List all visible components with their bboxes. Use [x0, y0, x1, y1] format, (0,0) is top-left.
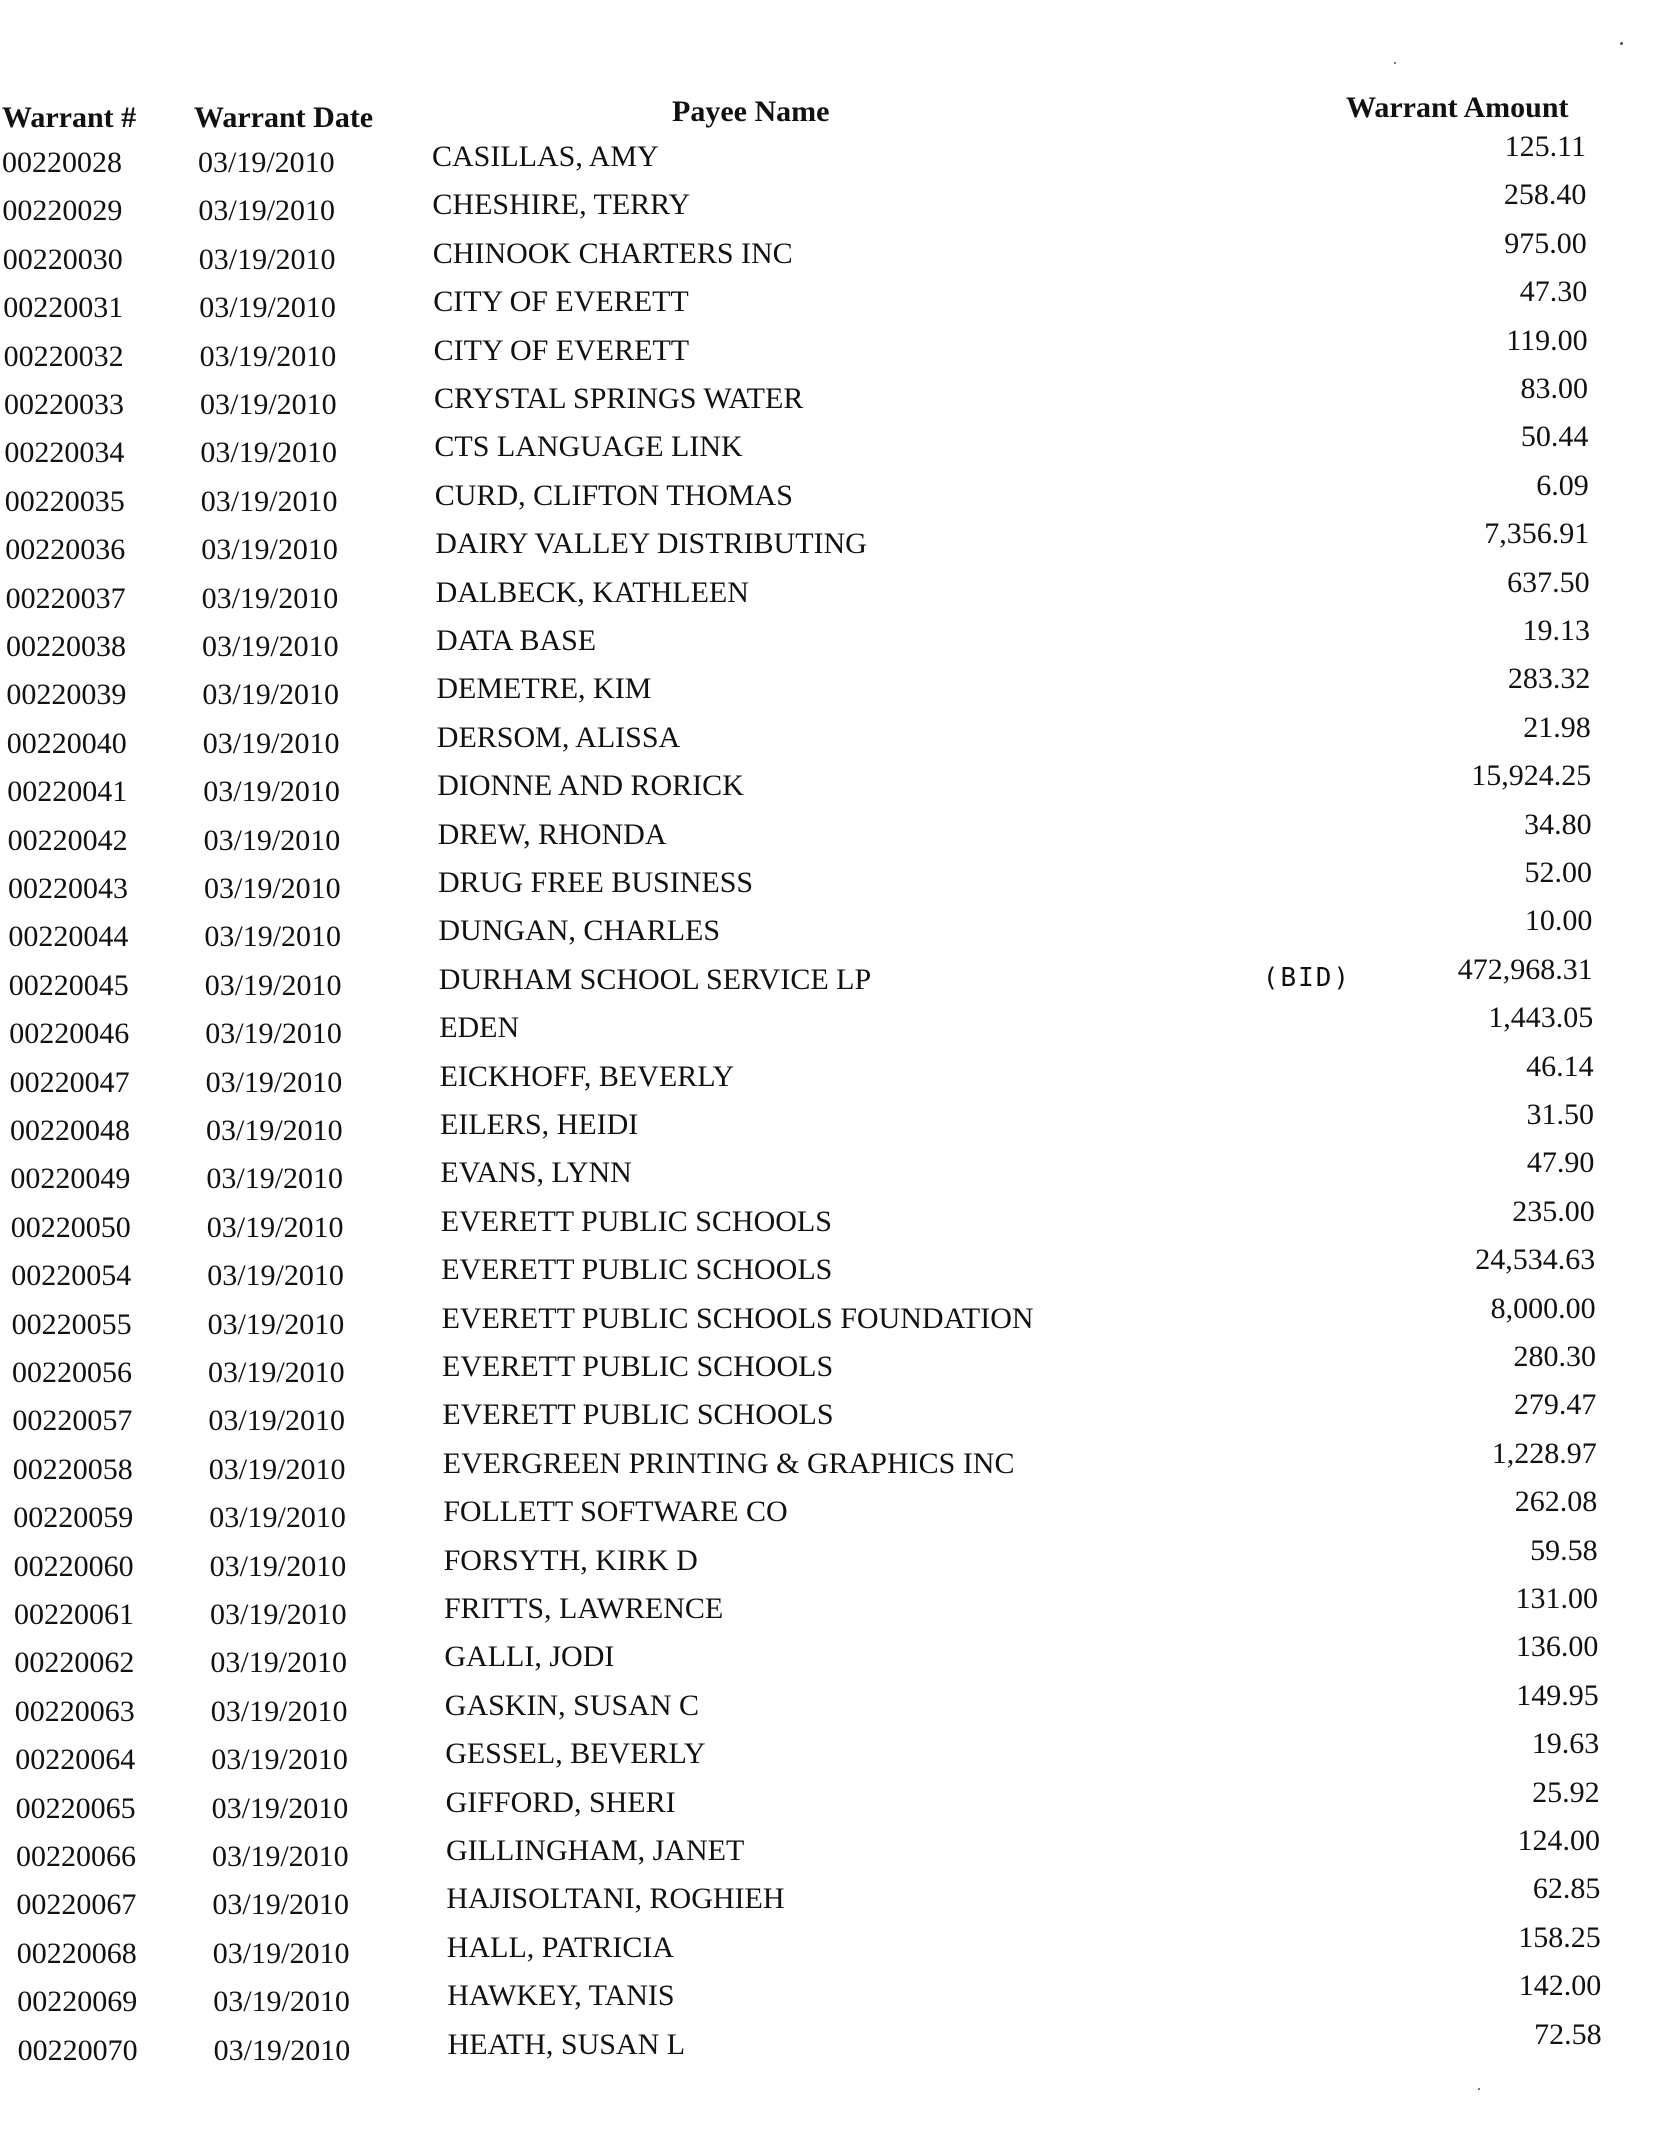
- warrant-date-header: Warrant Date: [194, 101, 374, 134]
- warrant-number: 00220038: [6, 630, 126, 663]
- scan-speck: [1620, 42, 1623, 45]
- table-row: [0, 226, 1664, 279]
- payee-name: FRITTS, LAWRENCE: [444, 1592, 724, 1625]
- table-row: [0, 1920, 1664, 1973]
- warrant-number: 00220036: [5, 533, 126, 567]
- warrant-number: 00220064: [15, 1743, 136, 1777]
- payee-name: HEATH, SUSAN L: [447, 2027, 686, 2061]
- payee-name: DEMETRE, KIM: [436, 672, 652, 706]
- table-row: [0, 1727, 1664, 1779]
- warrant-amount: 10.00: [1524, 904, 1593, 938]
- payee-name: GALLI, JODI: [444, 1640, 615, 1674]
- table-row: [0, 952, 1664, 1005]
- warrant-number: 00220067: [16, 1888, 137, 1922]
- payee-name: CTS LANGUAGE LINK: [434, 430, 743, 464]
- warrant-amount: 262.08: [1514, 1485, 1598, 1519]
- warrant-number: 00220060: [13, 1549, 134, 1583]
- warrant-date: 03/19/2010: [210, 1598, 347, 1631]
- payee-name: GESSEL, BEVERLY: [445, 1737, 706, 1771]
- payee-name: EILERS, HEIDI: [440, 1108, 639, 1141]
- warrant-number: 00220040: [6, 726, 127, 760]
- warrant-date: 03/19/2010: [198, 146, 335, 179]
- table-row: [0, 565, 1664, 618]
- warrant-date: 03/19/2010: [212, 1936, 350, 1970]
- payee-name: DIONNE AND RORICK: [437, 769, 744, 803]
- warrant-number: 00220045: [8, 968, 129, 1002]
- table-row: [0, 1194, 1664, 1247]
- warrant-number: 00220028: [2, 146, 122, 179]
- warrant-date: 03/19/2010: [198, 194, 336, 228]
- warrant-number: 00220058: [12, 1452, 133, 1486]
- warrant-date: 03/19/2010: [202, 630, 339, 663]
- table-row: [0, 1146, 1664, 1198]
- bid-note: (BID): [1262, 962, 1352, 993]
- warrant-date: 03/19/2010: [208, 1452, 346, 1486]
- payee-name: GASKIN, SUSAN C: [444, 1688, 700, 1722]
- warrant-amount: 1,443.05: [1488, 1001, 1594, 1035]
- table-row: [0, 468, 1664, 521]
- table-row: [0, 1582, 1664, 1634]
- table-row: [0, 1824, 1664, 1876]
- warrant-date: 03/19/2010: [211, 1743, 348, 1777]
- warrant-number: 00220029: [2, 194, 123, 228]
- warrant-date: 03/19/2010: [202, 726, 340, 760]
- warrant-amount-header: Warrant Amount: [1346, 91, 1569, 124]
- payee-name: HAJISOLTANI, ROGHIEH: [446, 1882, 785, 1916]
- warrant-amount: 72.58: [1534, 2017, 1602, 2051]
- warrant-amount: 1,228.97: [1491, 1436, 1597, 1470]
- warrant-date: 03/19/2010: [201, 533, 338, 567]
- warrant-date: 03/19/2010: [212, 1888, 350, 1922]
- warrant-amount: 21.98: [1523, 710, 1591, 744]
- table-row: [0, 1630, 1664, 1682]
- warrant-date: 03/19/2010: [208, 1404, 346, 1438]
- warrant-number: 00220056: [12, 1356, 132, 1389]
- warrant-number: 00220061: [14, 1598, 134, 1631]
- payee-name: EVERGREEN PRINTING & GRAPHICS INC: [442, 1446, 1015, 1480]
- warrant-amount: 124.00: [1517, 1824, 1600, 1857]
- warrant-date: 03/19/2010: [200, 388, 337, 421]
- warrant-date: 03/19/2010: [207, 1259, 344, 1293]
- warrant-amount: 142.00: [1518, 1969, 1602, 2003]
- table-row: [0, 1001, 1664, 1053]
- payee-name: DERSOM, ALISSA: [436, 720, 681, 754]
- scan-speck: [1478, 2088, 1480, 2090]
- table-row: [0, 2017, 1664, 2070]
- warrant-date: 03/19/2010: [210, 1646, 348, 1680]
- warrant-number: 00220037: [5, 581, 126, 615]
- warrant-number: 00220069: [17, 1985, 138, 2019]
- table-row: [0, 1436, 1664, 1489]
- payee-name: CITY OF EVERETT: [433, 285, 689, 319]
- warrant-number: 00220057: [12, 1404, 133, 1438]
- warrant-amount: 472,968.31: [1457, 952, 1593, 986]
- payee-name: DREW, RHONDA: [437, 817, 667, 851]
- warrant-number: 00220035: [4, 484, 125, 518]
- table-row: [0, 1388, 1664, 1440]
- payee-name: CITY OF EVERETT: [433, 333, 690, 367]
- warrant-date: 03/19/2010: [203, 823, 341, 857]
- table-row: [0, 856, 1664, 908]
- payee-name: DALBECK, KATHLEEN: [435, 575, 749, 609]
- table-row: [0, 275, 1664, 327]
- payee-name: EVERETT PUBLIC SCHOOLS: [441, 1253, 833, 1287]
- table-row: [0, 1533, 1664, 1586]
- warrant-date: 03/19/2010: [204, 920, 342, 954]
- warrant-number: 00220055: [11, 1307, 132, 1341]
- warrant-number: 00220068: [16, 1936, 137, 1970]
- warrant-amount: 637.50: [1507, 565, 1590, 599]
- warrant-amount: 19.13: [1522, 614, 1590, 647]
- warrant-amount: 125.11: [1504, 130, 1586, 163]
- table-row: [0, 759, 1664, 811]
- warrant-amount: 24,534.63: [1475, 1243, 1596, 1277]
- warrant-amount: 158.25: [1518, 1920, 1601, 1954]
- payee-name: HALL, PATRICIA: [446, 1930, 675, 1964]
- payee-name: DUNGAN, CHARLES: [438, 914, 721, 948]
- warrant-amount: 52.00: [1524, 856, 1592, 889]
- warrant-date: 03/19/2010: [201, 581, 339, 615]
- warrant-amount: 62.85: [1532, 1872, 1601, 1906]
- warrant-date: 03/19/2010: [211, 1791, 349, 1825]
- warrant-amount: 975.00: [1504, 226, 1587, 260]
- table-row: [0, 1243, 1664, 1295]
- warrant-number: 00220070: [17, 2033, 138, 2067]
- payee-name: GIFFORD, SHERI: [445, 1785, 676, 1819]
- warrant-amount: 47.30: [1519, 275, 1588, 309]
- payee-name: CRYSTAL SPRINGS WATER: [434, 382, 804, 415]
- warrant-amount: 15,924.25: [1471, 759, 1592, 793]
- warrant-number: 00220032: [3, 339, 124, 373]
- warrant-date: 03/19/2010: [209, 1501, 346, 1535]
- warrant-date: 03/19/2010: [208, 1356, 345, 1389]
- table-row: [0, 1969, 1664, 2021]
- warrant-number: 00220054: [11, 1259, 132, 1293]
- warrant-amount: 46.14: [1526, 1049, 1594, 1083]
- warrant-date: 03/19/2010: [205, 1065, 343, 1099]
- table-row: [0, 130, 1664, 182]
- warrant-amount: 59.58: [1530, 1533, 1598, 1567]
- payee-name: EVERETT PUBLIC SCHOOLS FOUNDATION: [441, 1301, 1034, 1335]
- table-row: [0, 1485, 1664, 1537]
- warrant-date: 03/19/2010: [200, 436, 338, 470]
- warrant-amount: 119.00: [1506, 323, 1588, 357]
- warrant-amount: 19.63: [1531, 1727, 1600, 1761]
- table-row: [0, 1098, 1664, 1150]
- warrant-amount: 283.32: [1507, 662, 1591, 696]
- payee-name: GILLINGHAM, JANET: [446, 1834, 745, 1867]
- payee-name: CURD, CLIFTON THOMAS: [434, 478, 793, 512]
- warrant-number: 00220031: [3, 291, 124, 325]
- warrant-amount: 83.00: [1520, 372, 1588, 405]
- warrant-number: 00220046: [9, 1017, 130, 1051]
- payee-name: EVANS, LYNN: [440, 1156, 632, 1190]
- warrant-number: 00220044: [8, 920, 129, 954]
- warrant-date: 03/19/2010: [213, 2033, 351, 2067]
- payee-name: FORSYTH, KIRK D: [443, 1543, 698, 1577]
- payee-name: EDEN: [439, 1011, 520, 1045]
- warrant-amount: 47.90: [1526, 1146, 1595, 1180]
- warrant-date: 03/19/2010: [210, 1694, 348, 1728]
- warrant-number: 00220039: [6, 678, 127, 712]
- payee-name: DURHAM SCHOOL SERVICE LP: [438, 962, 872, 996]
- table-row: [0, 1678, 1664, 1731]
- warrant-date: 03/19/2010: [205, 1017, 342, 1051]
- payee-name: EVERETT PUBLIC SCHOOLS: [440, 1204, 832, 1238]
- warrant-date: 03/19/2010: [203, 775, 340, 809]
- warrant-number: 00220066: [16, 1840, 136, 1873]
- warrant-amount: 149.95: [1516, 1678, 1599, 1712]
- warrant-number: 00220059: [13, 1501, 134, 1535]
- warrant-amount: 136.00: [1515, 1630, 1599, 1664]
- payee-name: CHESHIRE, TERRY: [432, 188, 691, 222]
- warrant-date: 03/19/2010: [209, 1549, 347, 1583]
- warrant-amount: 258.40: [1503, 178, 1587, 212]
- warrant-number: 00220050: [10, 1210, 131, 1244]
- payee-name: FOLLETT SOFTWARE CO: [443, 1495, 788, 1529]
- scan-speck: [1394, 62, 1396, 64]
- warrant-date: 03/19/2010: [204, 968, 342, 1002]
- warrant-date: 03/19/2010: [207, 1307, 345, 1341]
- warrant-amount: 6.09: [1536, 468, 1589, 502]
- warrant-number-header: Warrant #: [2, 101, 137, 134]
- table-row: [0, 323, 1664, 376]
- table-row: [0, 662, 1664, 714]
- table-row: [0, 178, 1664, 230]
- warrant-amount: 131.00: [1515, 1582, 1598, 1615]
- payee-name: DRUG FREE BUSINESS: [438, 866, 754, 899]
- warrant-amount: 235.00: [1512, 1194, 1595, 1228]
- table-row: [0, 1049, 1664, 1102]
- warrant-date: 03/19/2010: [206, 1162, 344, 1196]
- warrant-amount: 7,356.91: [1484, 517, 1590, 551]
- warrant-number: 00220030: [2, 242, 123, 276]
- warrant-number: 00220042: [7, 823, 128, 857]
- warrant-date: 03/19/2010: [206, 1114, 343, 1147]
- table-row: [0, 1872, 1664, 1924]
- warrant-amount: 8,000.00: [1490, 1291, 1596, 1325]
- payee-name: HAWKEY, TANIS: [447, 1979, 675, 2013]
- warrant-date: 03/19/2010: [198, 242, 336, 276]
- warrant-number: 00220041: [7, 775, 128, 809]
- payee-name-header: Payee Name: [672, 95, 830, 128]
- warrant-date: 03/19/2010: [206, 1210, 344, 1244]
- table-row: [0, 1291, 1664, 1344]
- table-row: [0, 710, 1664, 763]
- warrant-date: 03/19/2010: [212, 1840, 349, 1873]
- warrant-number: 00220034: [4, 436, 125, 470]
- warrant-amount: 279.47: [1513, 1388, 1597, 1422]
- table-row: [0, 372, 1664, 424]
- warrant-amount: 31.50: [1526, 1098, 1594, 1131]
- warrant-date: 03/19/2010: [200, 484, 338, 518]
- warrant-date: 03/19/2010: [199, 339, 337, 373]
- warrant-amount: 25.92: [1532, 1775, 1600, 1809]
- warrant-number: 00220043: [8, 872, 128, 905]
- warrant-number: 00220062: [14, 1646, 135, 1680]
- payee-name: CHINOOK CHARTERS INC: [432, 236, 793, 270]
- warrant-amount: 280.30: [1513, 1340, 1596, 1373]
- warrant-number: 00220033: [4, 388, 124, 421]
- table-row: [0, 517, 1664, 569]
- warrant-date: 03/19/2010: [202, 678, 340, 712]
- warrant-number: 00220048: [10, 1114, 130, 1147]
- warrant-date: 03/19/2010: [204, 872, 341, 905]
- warrant-number: 00220049: [10, 1162, 131, 1196]
- warrant-amount: 50.44: [1520, 420, 1589, 454]
- warrant-number: 00220065: [15, 1791, 136, 1825]
- warrant-amount: 34.80: [1524, 807, 1592, 841]
- payee-name: EICKHOFF, BEVERLY: [439, 1059, 735, 1093]
- table-row: [0, 420, 1664, 472]
- warrant-date: 03/19/2010: [199, 291, 336, 325]
- table-row: [0, 1775, 1664, 1828]
- table-row: [0, 807, 1664, 860]
- warrant-number: 00220047: [9, 1065, 130, 1099]
- payee-name: DATA BASE: [436, 624, 597, 657]
- payee-name: EVERETT PUBLIC SCHOOLS: [442, 1350, 834, 1383]
- warrant-number: 00220063: [14, 1694, 135, 1728]
- payee-name: EVERETT PUBLIC SCHOOLS: [442, 1398, 834, 1432]
- warrant-date: 03/19/2010: [213, 1985, 350, 2019]
- payee-name: DAIRY VALLEY DISTRIBUTING: [435, 527, 867, 561]
- table-row: [0, 1340, 1664, 1392]
- table-row: [0, 614, 1664, 666]
- table-row: [0, 904, 1664, 956]
- payee-name: CASILLAS, AMY: [432, 140, 659, 173]
